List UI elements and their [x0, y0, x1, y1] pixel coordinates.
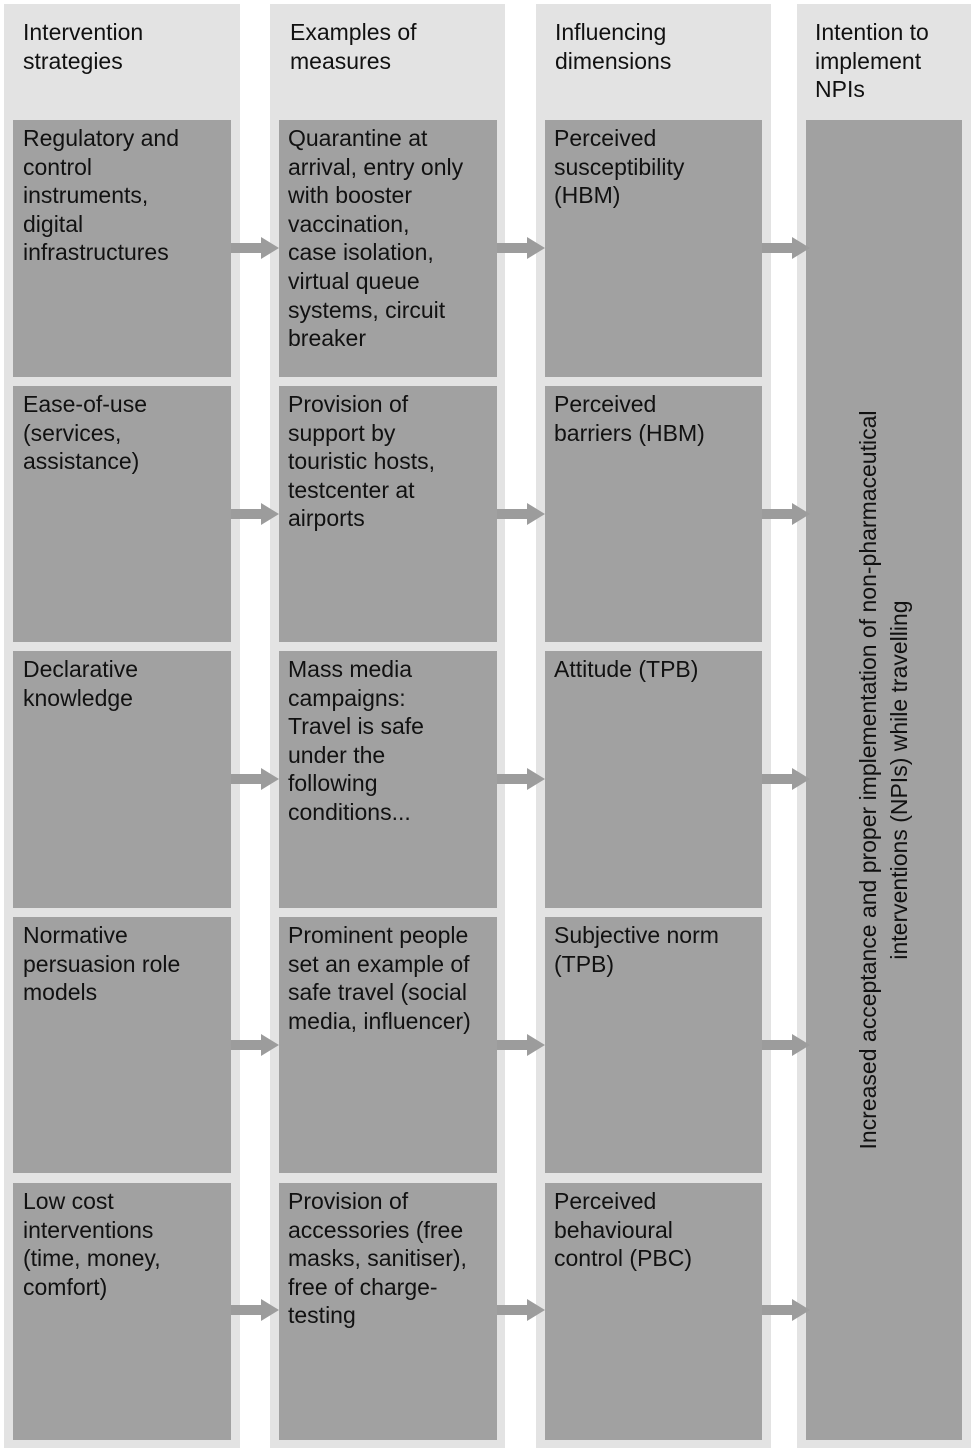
- strategy-box-low-cost: Low cost interventions (time, money, comfort): [13, 1183, 231, 1440]
- arrow-strategy-to-measure-2: [231, 503, 279, 525]
- outcome-box: [806, 120, 962, 1440]
- dimension-box-subjective-norm: Subjective norm (TPB): [545, 917, 762, 1173]
- arrow-measure-to-dimension-1: [497, 237, 545, 259]
- arrow-measure-to-dimension-4: [497, 1034, 545, 1056]
- arrow-strategy-to-measure-5: [231, 1299, 279, 1321]
- arrow-dimension-to-outcome-4: [762, 1034, 810, 1056]
- measure-box-campaigns: Mass media campaigns: Travel is safe under the following conditions...: [279, 651, 497, 908]
- measure-box-support: Provision of support by touristic hosts, testcenter at airports: [279, 386, 497, 642]
- dimension-box-attitude: Attitude (TPB): [545, 651, 762, 908]
- measure-box-quarantine: Quarantine at arrival, entry only with booster vaccination, case isolation, virtual queue systems, circuit breaker: [279, 120, 497, 377]
- header-intention-to-implement: Intention to implement NPIs: [815, 19, 929, 102]
- header-influencing-dimensions: Influencing dimensions: [555, 19, 672, 74]
- header-examples-of-measures: Examples of measures: [290, 19, 417, 74]
- measure-box-role-models: Prominent people set an example of safe travel (social media, influencer): [279, 917, 497, 1173]
- arrow-dimension-to-outcome-5: [762, 1299, 810, 1321]
- strategy-box-ease-of-use: Ease-of-use (services, assistance): [13, 386, 231, 642]
- arrow-strategy-to-measure-1: [231, 237, 279, 259]
- arrow-measure-to-dimension-5: [497, 1299, 545, 1321]
- arrow-measure-to-dimension-3: [497, 768, 545, 790]
- strategy-box-regulatory: Regulatory and control instruments, digital infrastructures: [13, 120, 231, 377]
- arrow-dimension-to-outcome-1: [762, 237, 810, 259]
- dimension-box-behavioural-control: Perceived behavioural control (PBC): [545, 1183, 762, 1440]
- header-intervention-strategies: Intervention strategies: [23, 19, 144, 74]
- measure-box-accessories: Provision of accessories (free masks, sanitiser), free of charge-testing: [279, 1183, 497, 1440]
- arrow-strategy-to-measure-4: [231, 1034, 279, 1056]
- dimension-box-susceptibility: Perceived susceptibility (HBM): [545, 120, 762, 377]
- strategy-box-declarative: Declarative knowledge: [13, 651, 231, 908]
- outcome-text: Increased acceptance and proper implementation of non-pharmaceutical interventions (NPIs) while travelling: [855, 410, 912, 1150]
- arrow-dimension-to-outcome-3: [762, 768, 810, 790]
- arrow-dimension-to-outcome-2: [762, 503, 810, 525]
- dimension-box-barriers: Perceived barriers (HBM): [545, 386, 762, 642]
- arrow-measure-to-dimension-2: [497, 503, 545, 525]
- arrow-strategy-to-measure-3: [231, 768, 279, 790]
- strategy-box-normative: Normative persuasion role models: [13, 917, 231, 1173]
